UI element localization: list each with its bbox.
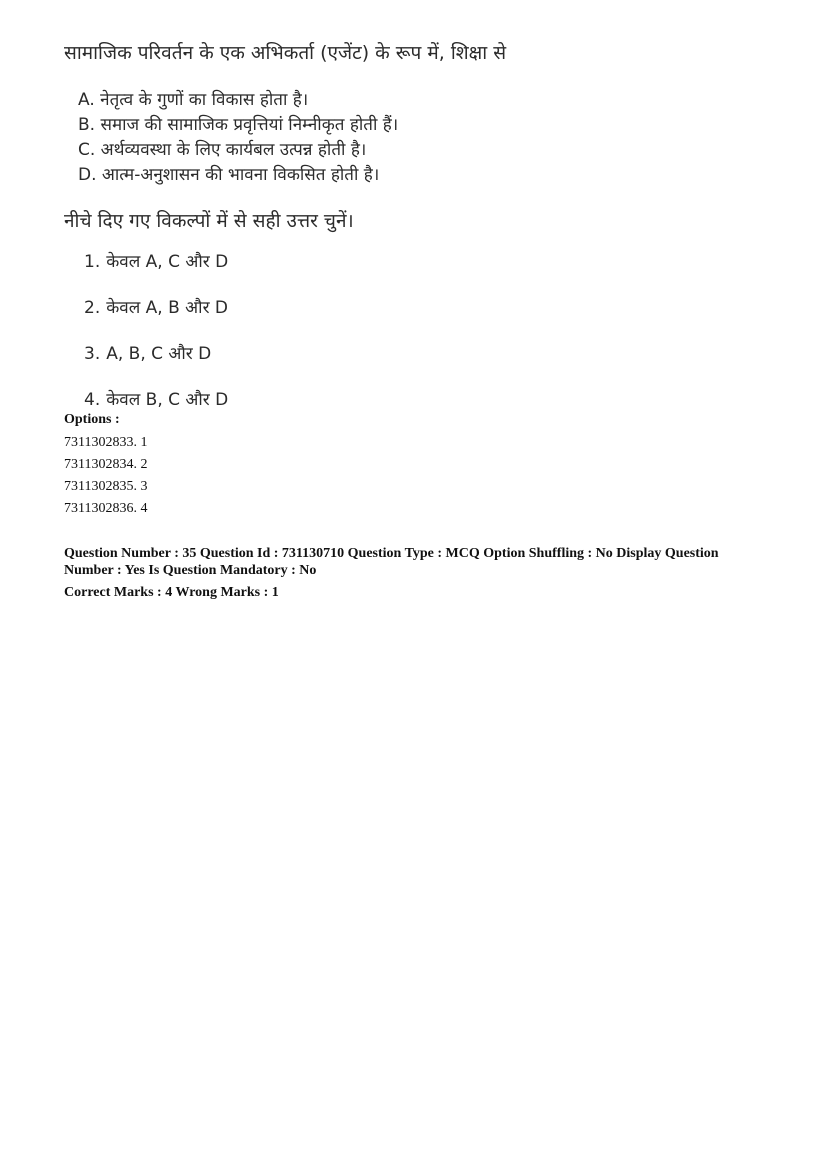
option-item-1: 7311302833. 1 [64, 435, 148, 450]
choice-2 [84, 296, 764, 320]
statement-list [64, 88, 764, 188]
choice-text: केवल A, B और D [106, 298, 229, 318]
option-item-3: 7311302835. 3 [64, 479, 148, 494]
choice-1 [84, 250, 764, 274]
choice-list [64, 250, 764, 412]
answer-instruction: नीचे दिए गए विकल्पों में से सही उत्तर चुनें। [64, 210, 354, 232]
question-block [64, 38, 764, 434]
question-info-line: Question Number : 35 Question Id : 731130710 Question Type : MCQ Option Shuffling : No Display Question Number : Yes Is Question Mandatory : No [64, 546, 719, 578]
choice-text: केवल A, C और D [106, 252, 229, 272]
statement-d: D. आत्म-अनुशासन की भावना विकसित होती है। [78, 165, 380, 185]
choice-text: A, B, C और D [106, 344, 212, 364]
option-item-4: 7311302836. 4 [64, 501, 148, 516]
choice-number: 1. [84, 252, 101, 272]
choice-4 [84, 388, 764, 412]
statement-a: A. नेतृत्व के गुणों का विकास होता है। [78, 90, 309, 110]
choice-text: केवल B, C और D [106, 390, 229, 410]
choice-number: 2. [84, 298, 101, 318]
question-stem: सामाजिक परिवर्तन के एक अभिकर्ता (एजेंट) के रूप में, शिक्षा से [64, 42, 507, 64]
choice-3 [84, 342, 764, 366]
options-label: Options : [64, 412, 120, 427]
statement-c: C. अर्थव्यवस्था के लिए कार्यबल उत्पन्न होती है। [78, 140, 367, 160]
option-item-2: 7311302834. 2 [64, 457, 148, 472]
options-section [64, 410, 764, 520]
choice-number: 3. [84, 344, 101, 364]
question-meta [64, 545, 764, 603]
statement-b: B. समाज की सामाजिक प्रवृत्तियां निम्नीकृत होती हैं। [78, 115, 399, 135]
choice-number: 4. [84, 390, 101, 410]
marks-line: Correct Marks : 4 Wrong Marks : 1 [64, 585, 279, 600]
